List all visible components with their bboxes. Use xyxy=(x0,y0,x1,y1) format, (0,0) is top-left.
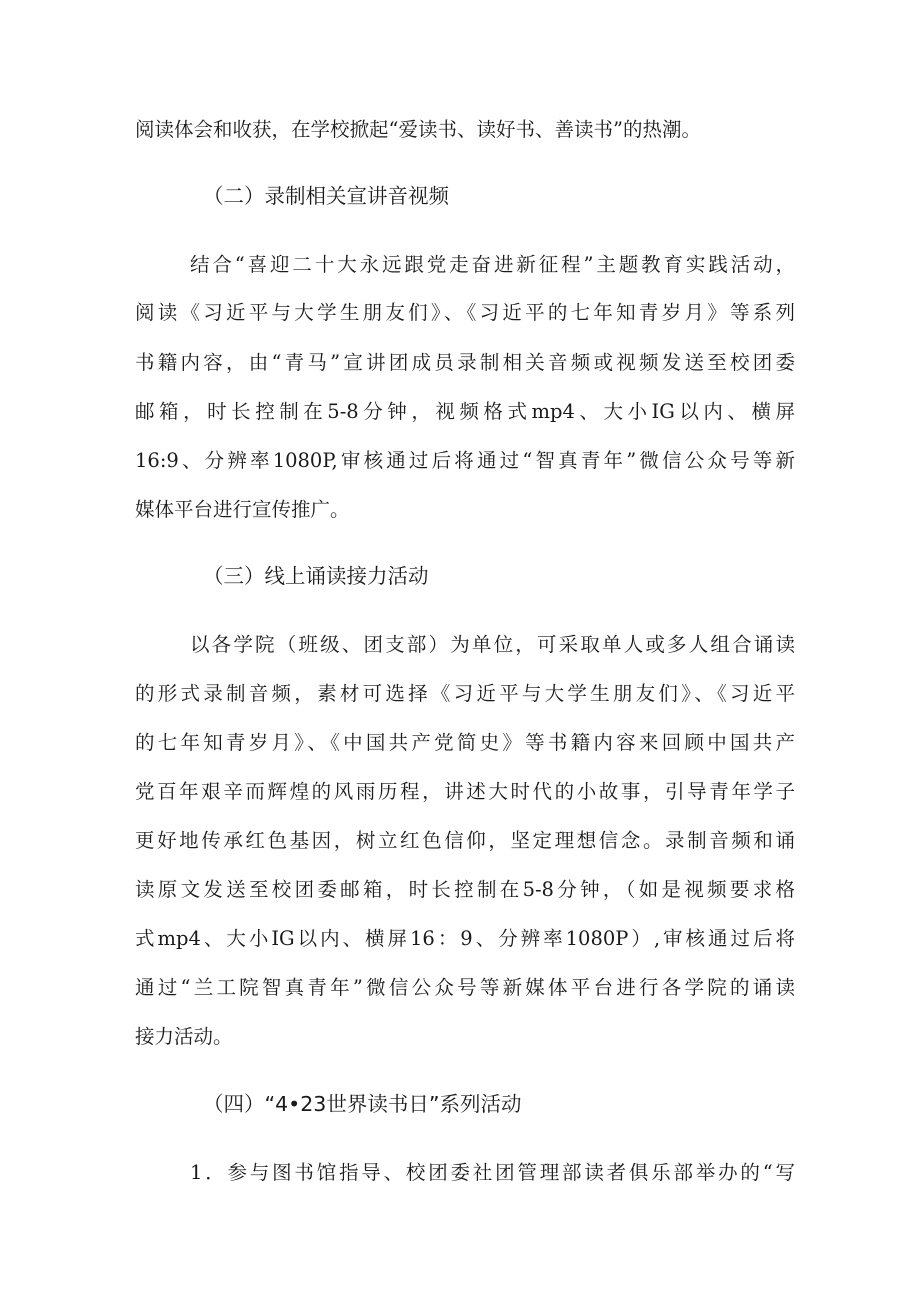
paragraph-line: 更好地传承红色基因，树立红色信仰，坚定理想信念。录制音频和诵 xyxy=(135,829,795,852)
section-heading-2: （二）录制相关宣讲音视频 xyxy=(203,184,449,208)
paragraph-line: 的形式录制音频，素材可选择《习近平与大学生朋友们》、《习近平 xyxy=(135,682,795,705)
paragraph-line: 接力活动。 xyxy=(135,1025,233,1048)
paragraph-line: 16:9、分辨率1080P,审核通过后将通过“智真青年”微信公众号等新 xyxy=(135,449,795,472)
paragraph-line: 党百年艰辛而辉煌的风雨历程，讲述大时代的小故事，引导青年学子 xyxy=(135,780,795,803)
section-heading-3: （三）线上诵读接力活动 xyxy=(203,564,429,588)
paragraph-line: 邮箱，时长控制在5-8分钟，视频格式mp4、大小IG以内、横屏 xyxy=(135,400,795,423)
intro-paragraph-line: 阅读体会和收获，在学校掀起“爱读书、读好书、善读书”的热潮。 xyxy=(135,118,701,141)
paragraph-line: 读原文发送至校团委邮箱，时长控制在5-8分钟，（如是视频要求格 xyxy=(135,878,795,901)
paragraph-line: 结合“喜迎二十大永远跟党走奋进新征程”主题教育实践活动， xyxy=(190,253,795,276)
paragraph-line: 书籍内容，由“青马”宣讲团成员录制相关音频或视频发送至校团委 xyxy=(135,351,795,374)
paragraph-line: 1．参与图书馆指导、校团委社团管理部读者俱乐部举办的“写 xyxy=(190,1161,795,1184)
paragraph-line: 以各学院（班级、团支部）为单位，可采取单人或多人组合诵读 xyxy=(190,633,795,656)
paragraph-line: 媒体平台进行宣传推广。 xyxy=(135,498,350,521)
section-heading-4: （四）“4•23世界读书日”系列活动 xyxy=(203,1092,522,1116)
paragraph-line: 式mp4、大小IG以内、横屏16：9、分辨率1080P）,审核通过后将 xyxy=(135,927,795,950)
paragraph-line: 通过“兰工院智真青年”微信公众号等新媒体平台进行各学院的诵读 xyxy=(135,976,795,999)
paragraph-line: 的七年知青岁月》、《中国共产党简史》等书籍内容来回顾中国共产 xyxy=(135,731,795,754)
paragraph-line: 阅读《习近平与大学生朋友们》、《习近平的七年知青岁月》等系列 xyxy=(135,301,795,324)
